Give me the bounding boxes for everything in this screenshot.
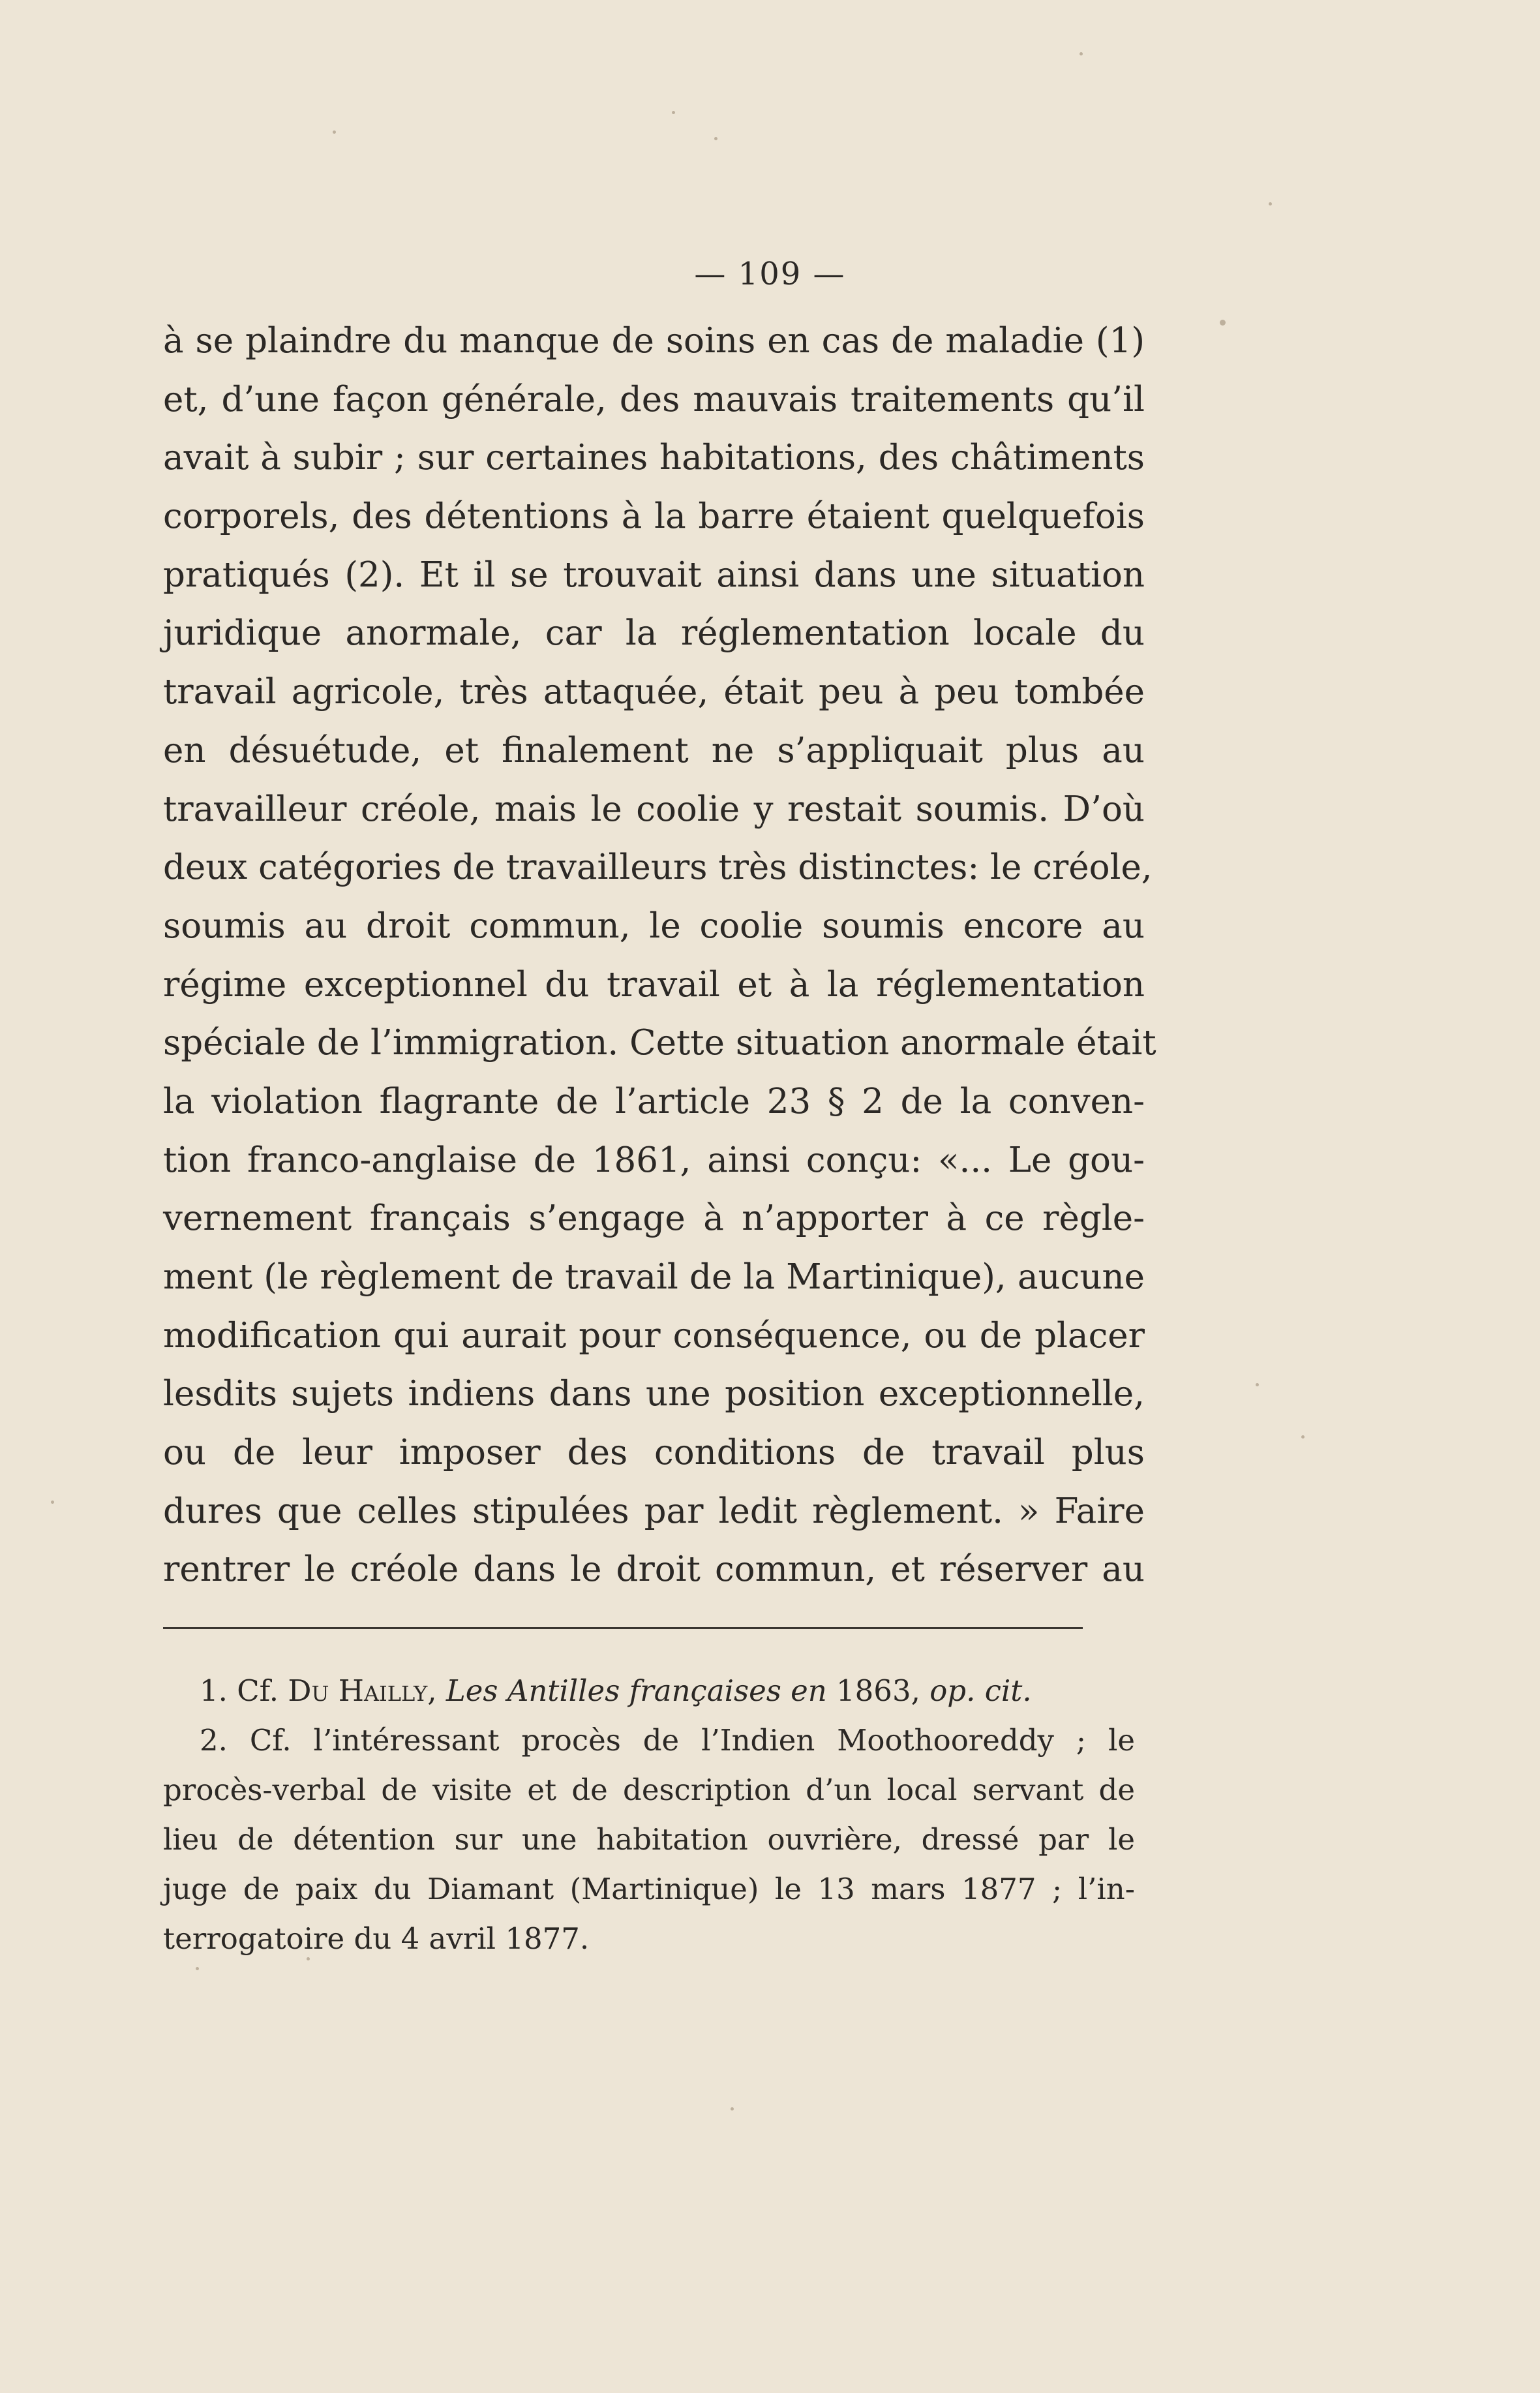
text-line: dures que celles stipulées par ledit règlement. » Faire <box>163 1491 1145 1531</box>
text-line: rentrer le créole dans le droit commun, et réserver au <box>163 1549 1145 1590</box>
text-line: modification qui aurait pour conséquence, ou de placer <box>163 1315 1145 1356</box>
text-line: lesdits sujets indiens dans une position exceptionnelle, <box>163 1374 1145 1414</box>
main-text <box>163 312 1156 1599</box>
footnote-1-title: Les Antilles françaises en <box>445 1673 827 1708</box>
text-line: soumis au droit commun, le coolie soumis encore au <box>163 906 1145 946</box>
text-line: ou de leur imposer des conditions de travail plus <box>163 1433 1145 1473</box>
text-line: juridique anormale, car la réglementation locale du <box>163 613 1145 654</box>
footnote-1 <box>163 1666 1135 1716</box>
text-line: travail agricole, très attaquée, était peu à peu tombée <box>163 672 1145 712</box>
text-line: pratiqués (2). Et il se trouvait ainsi dans une situation <box>163 555 1145 595</box>
footnote-1-year: 1863, <box>836 1673 920 1708</box>
text-line: avait à subir ; sur certaines habitations, des châtiments <box>163 438 1145 478</box>
page-number: — 109 — <box>694 256 846 292</box>
footnote-rule <box>163 1627 1083 1629</box>
text-line: en désuétude, et finalement ne s’appliquait plus au <box>163 730 1145 770</box>
text-line: travailleur créole, mais le coolie y restait soumis. D’où <box>163 789 1145 829</box>
footnote-2-line: lieu de détention sur une habitation ouvrière, dressé par le <box>163 1822 1135 1857</box>
text-line: et, d’une façon générale, des mauvais traitements qu’il <box>163 379 1145 419</box>
text-line: spéciale de l’immigration. Cette situation anormale était <box>163 1023 1156 1063</box>
text-line: corporels, des détentions à la barre étaient quelquefois <box>163 496 1145 537</box>
footnote-1-number: 1. <box>200 1673 228 1708</box>
footnote-1-prefix: Cf. <box>237 1673 279 1708</box>
footnote-1-ref: op. cit. <box>929 1673 1032 1708</box>
text-line: la violation flagrante de l’article 23 § 2 de la conven- <box>163 1081 1145 1121</box>
footnote-2-line: procès-verbal de visite et de description d’un local servant de <box>163 1773 1135 1807</box>
text-line: deux catégories de travailleurs très distinctes: le créole, <box>163 847 1153 888</box>
text-line: régime exceptionnel du travail et à la réglementation <box>163 964 1145 1005</box>
footnote-1-author: Du Hailly, <box>288 1673 437 1708</box>
footnote-2-line: juge de paix du Diamant (Martinique) le 13 mars 1877 ; l’in- <box>163 1872 1135 1906</box>
text-line: tion franco-anglaise de 1861, ainsi conçu: «... Le gou- <box>163 1140 1145 1180</box>
footnote-2-line: terrogatoire du 4 avril 1877. <box>163 1921 590 1956</box>
text-line: ment (le règlement de travail de la Martinique), aucune <box>163 1257 1145 1297</box>
footnote-2-line: 2. Cf. l’intéressant procès de l’Indien Moothooreddy ; le <box>200 1723 1135 1758</box>
text-line: à se plaindre du manque de soins en cas de maladie (1) <box>163 321 1145 361</box>
footnotes <box>163 1666 1135 1964</box>
text-line: vernement français s’engage à n’apporter à ce règle- <box>163 1198 1145 1239</box>
